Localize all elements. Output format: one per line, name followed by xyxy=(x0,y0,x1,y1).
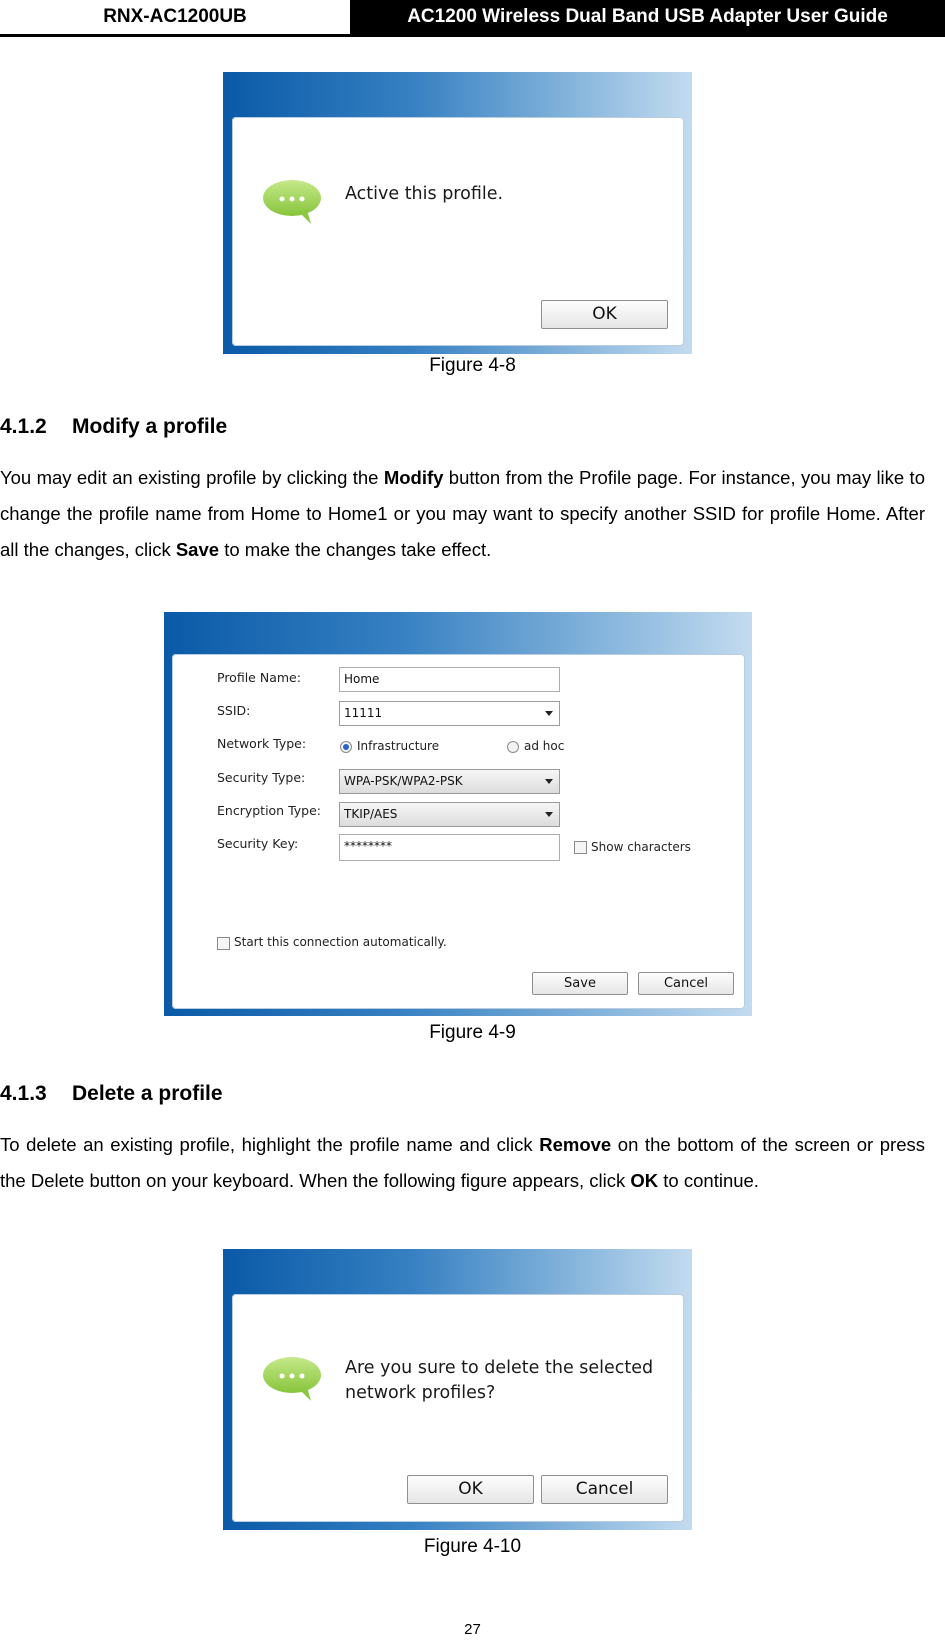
section-title: Delete a profile xyxy=(72,1082,223,1105)
encryption-type-select[interactable] xyxy=(339,802,560,827)
ssid-label: SSID: xyxy=(217,703,251,718)
header-rule xyxy=(0,34,945,37)
dialog-message-line2: network profiles? xyxy=(345,1383,496,1403)
figure-4-9-screenshot xyxy=(164,612,752,1016)
chevron-down-icon xyxy=(545,779,553,784)
section-title: Modify a profile xyxy=(72,415,228,438)
paragraph-text: on the bottom of the screen or press the Delete button on your keyboard. When the following figure appears, click xyxy=(0,1134,925,1191)
encryption-type-label: Encryption Type: xyxy=(217,803,322,818)
header-model: RNX-AC1200UB xyxy=(103,6,247,27)
security-key-label: Security Key: xyxy=(217,836,299,851)
paragraph-text: You may edit an existing profile by clicking the xyxy=(0,467,384,488)
infrastructure-radio-label: Infrastructure xyxy=(357,739,440,753)
save-button[interactable]: Save xyxy=(532,972,628,995)
section-number: 4.1.3 xyxy=(0,1082,47,1105)
figure-4-8-screenshot xyxy=(223,72,692,354)
show-characters-label: Show characters xyxy=(591,840,691,854)
security-key-input[interactable]: ******** xyxy=(339,834,560,861)
section-4-1-2-paragraph xyxy=(0,460,925,568)
paragraph-text: to continue. xyxy=(658,1170,759,1191)
profile-name-input[interactable]: Home xyxy=(339,667,560,692)
auto-connect-label: Start this connection automatically. xyxy=(234,935,447,949)
ssid-select[interactable] xyxy=(339,701,560,726)
infrastructure-radio[interactable] xyxy=(340,741,352,753)
section-number: 4.1.2 xyxy=(0,415,47,438)
page-number: 27 xyxy=(464,1621,481,1638)
ok-button[interactable]: OK xyxy=(407,1475,534,1504)
paragraph-bold: OK xyxy=(630,1170,659,1191)
header-guide-title: AC1200 Wireless Dual Band USB Adapter User Guide xyxy=(350,0,945,34)
figure-4-8-caption: Figure 4-8 xyxy=(429,355,516,376)
network-type-label: Network Type: xyxy=(217,736,307,751)
show-characters-checkbox[interactable] xyxy=(574,841,587,854)
security-type-select[interactable] xyxy=(339,769,560,794)
ad-hoc-radio[interactable] xyxy=(507,741,519,753)
encryption-type-value: TKIP/AES xyxy=(344,807,398,821)
section-4-1-3-paragraph xyxy=(0,1127,925,1199)
paragraph-bold: Remove xyxy=(539,1134,612,1155)
message-bubble-icon xyxy=(261,1355,323,1403)
message-bubble-icon xyxy=(261,178,323,226)
ssid-value: 11111 xyxy=(344,706,383,720)
paragraph-bold: Save xyxy=(175,539,220,560)
cancel-button[interactable]: Cancel xyxy=(638,972,734,995)
dialog-message: Active this profile. xyxy=(345,184,504,204)
paragraph-text: To delete an existing profile, highlight the profile name and click xyxy=(0,1134,540,1155)
dialog-message-line1: Are you sure to delete the selected xyxy=(345,1358,654,1378)
paragraph-text: button from the Profile page. For instance, you may like to change the profile name from Home to Home1 or you may want to specify another SSID for profile Home. After all the changes, click xyxy=(0,467,925,560)
auto-connect-checkbox[interactable] xyxy=(217,937,230,950)
section-heading-4-1-3 xyxy=(0,1082,223,1106)
figure-4-10-screenshot xyxy=(223,1249,692,1530)
chevron-down-icon xyxy=(545,711,553,716)
chevron-down-icon xyxy=(545,812,553,817)
section-heading-4-1-2 xyxy=(0,415,227,439)
figure-4-9-caption: Figure 4-9 xyxy=(429,1022,516,1043)
paragraph-bold: Modify xyxy=(383,467,444,488)
cancel-button[interactable]: Cancel xyxy=(541,1475,668,1504)
figure-4-10-caption: Figure 4-10 xyxy=(423,1536,522,1557)
ok-button[interactable]: OK xyxy=(541,300,668,329)
security-type-value: WPA-PSK/WPA2-PSK xyxy=(344,774,463,788)
security-type-label: Security Type: xyxy=(217,770,306,785)
paragraph-text: to make the changes take effect. xyxy=(219,539,492,560)
ad-hoc-radio-label: ad hoc xyxy=(524,739,565,753)
profile-name-label: Profile Name: xyxy=(217,670,301,685)
